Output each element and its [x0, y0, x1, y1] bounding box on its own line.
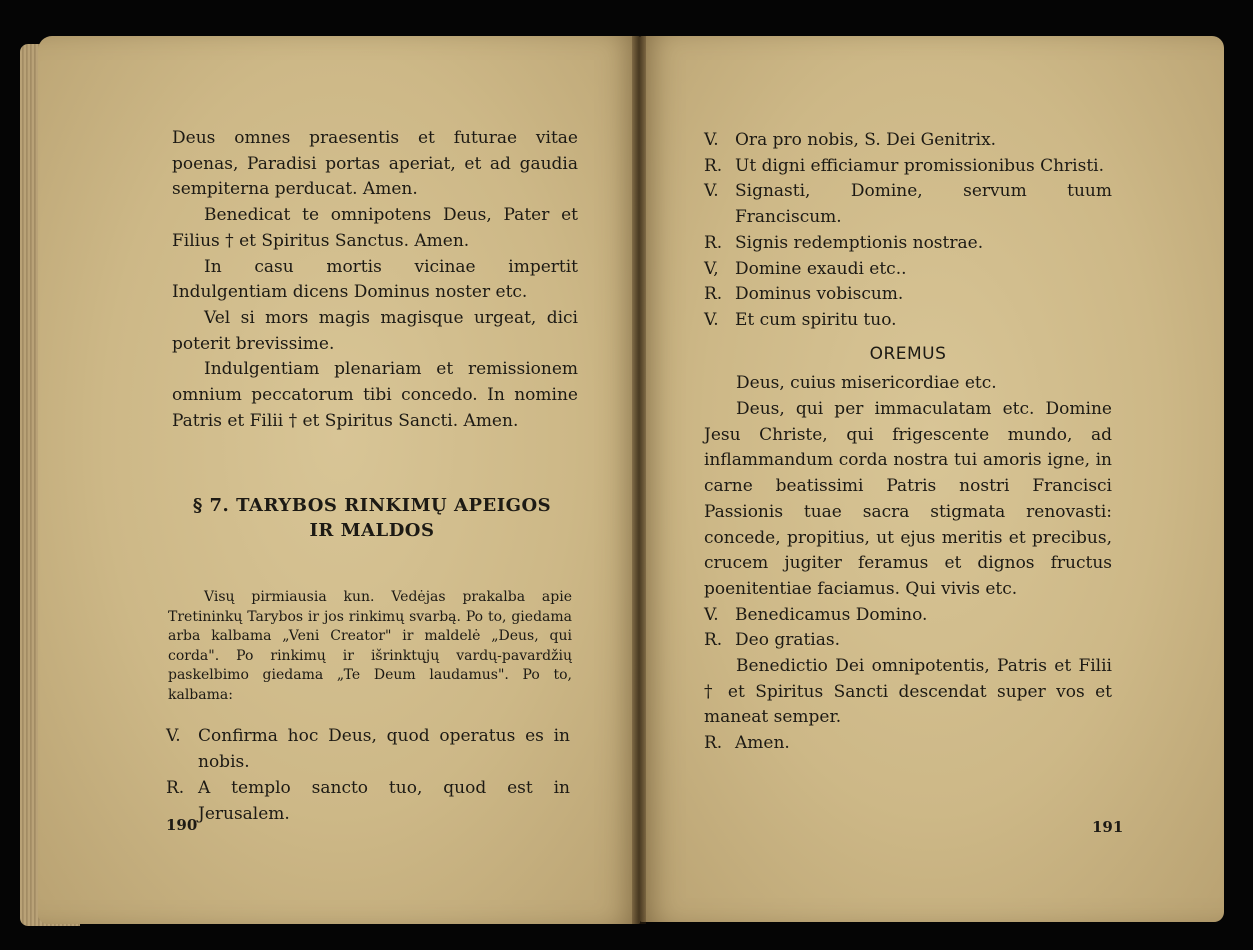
- versicle-line: [704, 308, 1112, 334]
- versicle-text: Dominus vobiscum.: [735, 284, 904, 305]
- versicle-line: [704, 282, 1112, 308]
- versicle-mark: R.: [166, 778, 185, 798]
- rubric-instructions: [168, 588, 572, 706]
- paragraph: In casu mortis vicinae impertit Indulgentiam dicens Dominus noster etc.: [172, 256, 578, 303]
- paragraph: Deus, cuius misericordiae etc.: [736, 373, 997, 394]
- versicle-line: [704, 154, 1112, 180]
- section-title: [172, 493, 572, 543]
- versicle-line: [704, 731, 1112, 757]
- paragraph: Vel si mors magis magisque urgeat, dici poterit brevissime.: [172, 307, 578, 354]
- blessing-paragraph: Benedictio Dei omnipotentis, Patris et Filii † et Spiritus Sancti descendat super vos et maneat semper.: [704, 656, 1112, 728]
- versicle-text: Amen.: [735, 733, 790, 754]
- versicle-mark: V.: [704, 309, 719, 330]
- versicle-line: [704, 128, 1112, 154]
- section-title-line: IR MALDOS: [309, 520, 435, 541]
- versicle-mark: R.: [704, 155, 723, 176]
- versicle-text: Domine exaudi etc..: [735, 258, 907, 279]
- versicle-line: [704, 179, 1112, 230]
- left-body-text: [172, 126, 578, 434]
- versicle-line: [704, 628, 1112, 654]
- versicle-text: Confirma hoc Deus, quod operatus es in nobis.: [198, 726, 570, 772]
- page-number: 191: [1092, 818, 1124, 836]
- versicle-text: Ut digni efficiamur promissionibus Christi.: [735, 155, 1105, 176]
- paragraph: Deus omnes praesentis et futurae vitae poenas, Paradisi portas aperiat, et ad gaudia sempiterna perducat. Amen.: [172, 128, 578, 200]
- oremus-heading: OREMUS: [869, 343, 947, 364]
- paragraph: Benedicat te omnipotens Deus, Pater et Filius † et Spiritus Sanctus. Amen.: [172, 205, 578, 251]
- page-number: 190: [166, 816, 198, 834]
- versicle-text: Signis redemptionis nostrae.: [735, 232, 984, 253]
- versicle-line: [704, 231, 1112, 257]
- versicle-line: [704, 603, 1112, 629]
- versicle-mark: R.: [704, 630, 723, 651]
- versicle-mark: R.: [704, 284, 723, 305]
- versicle-mark: V.: [166, 726, 181, 746]
- versicle-mark: R.: [704, 232, 723, 253]
- versicle-mark: R.: [704, 733, 723, 754]
- versicle-text: Benedicamus Domino.: [735, 604, 928, 625]
- versicle-text: Signasti, Domine, servum tuum Franciscum.: [735, 181, 1112, 228]
- versicle-text: Ora pro nobis, S. Dei Genitrix.: [735, 130, 997, 150]
- versicle-line: [704, 257, 1112, 283]
- rubric-text: Visų pirmiausia kun. Vedėjas prakalba apie Tretininkų Tarybos ir jos rinkimų svarbą. Po to, giedama arba kalbama „Veni Creator" ir maldelė „Deus, qui corda". Po rinkimų ir išrinktųjų vardų-pavardžių paskelbimo giedama „Te Deum laudamus". Po to, kalbama:: [168, 589, 572, 703]
- versicle-line: [166, 723, 570, 775]
- paragraph: Indulgentiam plenariam et remissionem omnium peccatorum tibi concedo. In nomine Patris et Filii † et Spiritus Sancti. Amen.: [172, 359, 578, 431]
- versicle-text: Deo gratias.: [735, 630, 841, 651]
- left-page: [38, 36, 640, 924]
- versicle-mark: V.: [704, 604, 719, 625]
- prayer-paragraph: Deus, qui per immaculatam etc. Domine Jesu Christe, qui frigescente mundo, ad inflammandum corda nostra tui amoris igne, in carne beatissimi Patris nostri Francisci Passionis tuae sacra stigmata renovasti: concede, propitius, ut ejus meritis et precibus, crucem jugiter feramus et dignos fructus poenitentiae faciamus. Qui vivis etc.: [704, 399, 1112, 599]
- versicle-mark: V.: [704, 181, 719, 202]
- versicle-text: A templo sancto tuo, quod est in Jerusalem.: [198, 778, 570, 824]
- versicle-mark: V,: [704, 258, 719, 279]
- section-title-line: § 7. TARYBOS RINKIMŲ APEIGOS: [192, 495, 552, 516]
- left-versicles: [166, 723, 570, 827]
- right-page: [640, 36, 1224, 922]
- versicle-line: [166, 775, 570, 827]
- book-gutter: [632, 36, 646, 924]
- versicle-mark: V.: [704, 130, 719, 150]
- right-body-text: [704, 128, 1112, 757]
- versicle-text: Et cum spiritu tuo.: [735, 309, 897, 330]
